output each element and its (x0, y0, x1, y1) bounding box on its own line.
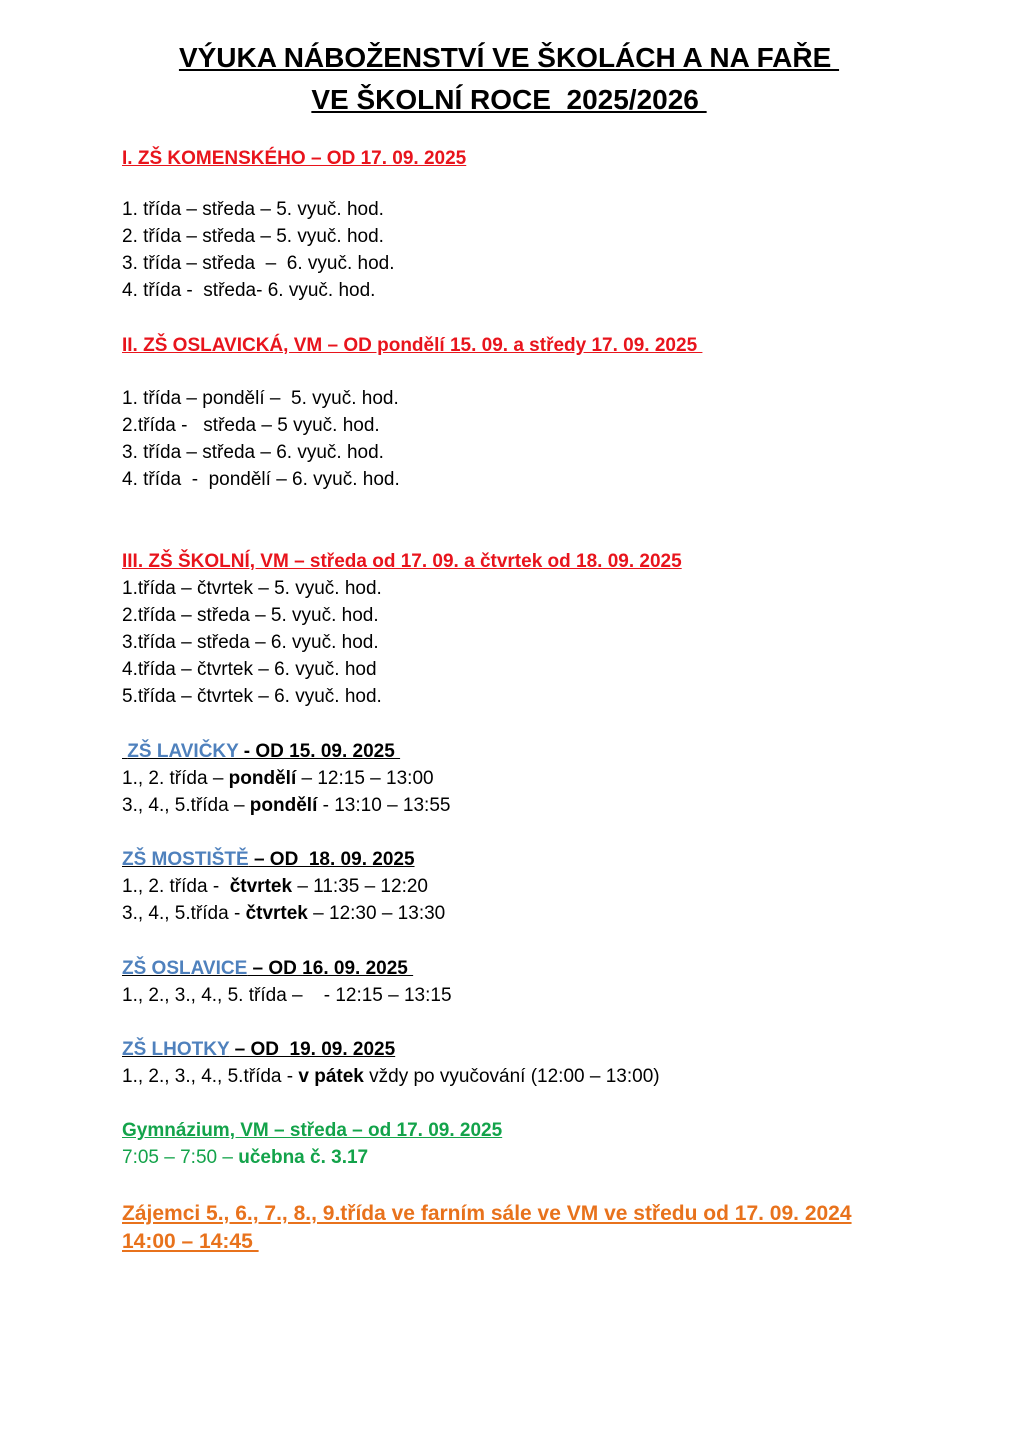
section-oslavicka (122, 332, 1002, 493)
schedule-day: čtvrtek (229, 876, 293, 897)
schedule-time: vždy po vyučování (12:00 – 13:00) (363, 1066, 660, 1087)
section-header-oslavice (122, 955, 1002, 982)
section-skolni (122, 548, 1002, 710)
schedule-line: 3. třída – středa – 6. vyuč. hod. (122, 253, 395, 274)
section-zajemci (122, 1200, 1002, 1256)
schedule-day: pondělí (249, 795, 318, 816)
start-date-oslavice: – OD 16. 09. 2025 (247, 958, 414, 979)
schedule-day: čtvrtek (245, 903, 308, 924)
schedule-line (122, 765, 1002, 792)
schedule-line: 4.třída – čtvrtek – 6. vyuč. hod (122, 659, 377, 680)
section-mostiste (122, 846, 1002, 927)
school-name-mostiste: ZŠ MOSTIŠTĚ (122, 849, 249, 870)
schedule-line (122, 900, 1002, 927)
schedule-line: 1., 2., 3., 4., 5. třída – - 12:15 – 13:15 (122, 985, 452, 1006)
schedule-day: pondělí (228, 768, 297, 789)
schedule-line (122, 873, 1002, 900)
schedule-time: – 12:30 – 13:30 (307, 903, 446, 924)
school-name-lhotky: ZŠ LHOTKY (122, 1039, 230, 1060)
school-name-lavicky: ZŠ LAVIČKY (127, 741, 239, 762)
schedule-text: 1., 2. třída - (122, 876, 230, 897)
schedule-line (122, 1144, 1002, 1171)
schedule-text: 3., 4., 5.třída - (122, 903, 246, 924)
schedule-line (122, 792, 1002, 819)
schedule-line: 1. třída – středa – 5. vyuč. hod. (122, 199, 384, 220)
schedule-line: 1.třída – čtvrtek – 5. vyuč. hod. (122, 578, 382, 599)
section-oslavice (122, 955, 1002, 1009)
schedule-line (122, 1063, 1002, 1090)
document-title-line-2: VE ŠKOLNÍ ROCE 2025/2026 (311, 84, 707, 115)
start-date-mostiste: – OD 18. 09. 2025 (248, 849, 415, 870)
schedule-line: 2.třída – středa – 5. vyuč. hod. (122, 605, 379, 626)
schedule-text: 3., 4., 5.třída – (122, 795, 250, 816)
zajemci-line-2: 14:00 – 14:45 (122, 1230, 259, 1253)
school-name-oslavice: ZŠ OSLAVICE (122, 958, 248, 979)
section-header-mostiste (122, 846, 1002, 873)
start-date-lavicky: - OD 15. 09. 2025 (238, 741, 401, 762)
schedule-time: – 12:15 – 13:00 (296, 768, 434, 789)
schedule-line: 2.třída - středa – 5 vyuč. hod. (122, 415, 380, 436)
classroom-label: učebna č. 3.17 (238, 1147, 369, 1168)
schedule-time: - 13:10 – 13:55 (317, 795, 451, 816)
schedule-line: 4. třída - pondělí – 6. vyuč. hod. (122, 469, 400, 490)
schedule-text: 1., 2. třída – (122, 768, 229, 789)
schedule-line: 2. třída – středa – 5. vyuč. hod. (122, 226, 384, 247)
schedule-time: 7:05 – 7:50 – (122, 1147, 239, 1168)
section-gymnazium (122, 1117, 1002, 1171)
section-header-komenskeho: I. ZŠ KOMENSKÉHO – OD 17. 09. 2025 (122, 148, 467, 169)
schedule-text: 1., 2., 3., 4., 5.třída - (122, 1066, 299, 1087)
zajemci-line-1: Zájemci 5., 6., 7., 8., 9.třída ve farním sále ve VM ve středu od 17. 09. 2024 (122, 1202, 852, 1225)
schedule-line: 3. třída – středa – 6. vyuč. hod. (122, 442, 384, 463)
section-komenskeho (122, 145, 1002, 304)
section-header-gymnazium: Gymnázium, VM – středa – od 17. 09. 2025 (122, 1120, 503, 1141)
section-lhotky (122, 1036, 1002, 1090)
document-title-line-1: VÝUKA NÁBOŽENSTVÍ VE ŠKOLÁCH A NA FAŘE (178, 42, 840, 73)
start-date-lhotky: – OD 19. 09. 2025 (229, 1039, 396, 1060)
section-header-skolni: III. ZŠ ŠKOLNÍ, VM – středa od 17. 09. a čtvrtek od 18. 09. 2025 (122, 551, 682, 572)
schedule-line: 5.třída – čtvrtek – 6. vyuč. hod. (122, 686, 382, 707)
schedule-line: 1. třída – pondělí – 5. vyuč. hod. (122, 388, 399, 409)
schedule-line: 4. třída - středa- 6. vyuč. hod. (122, 280, 376, 301)
section-header-lhotky (122, 1036, 1002, 1063)
schedule-line: 3.třída – středa – 6. vyuč. hod. (122, 632, 379, 653)
section-header-lavicky (122, 738, 1002, 765)
section-header-oslavicka: II. ZŠ OSLAVICKÁ, VM – OD pondělí 15. 09. a středy 17. 09. 2025 (122, 335, 703, 356)
section-lavicky (122, 738, 1002, 819)
schedule-time: – 11:35 – 12:20 (292, 876, 428, 897)
schedule-day: v pátek (298, 1066, 364, 1087)
